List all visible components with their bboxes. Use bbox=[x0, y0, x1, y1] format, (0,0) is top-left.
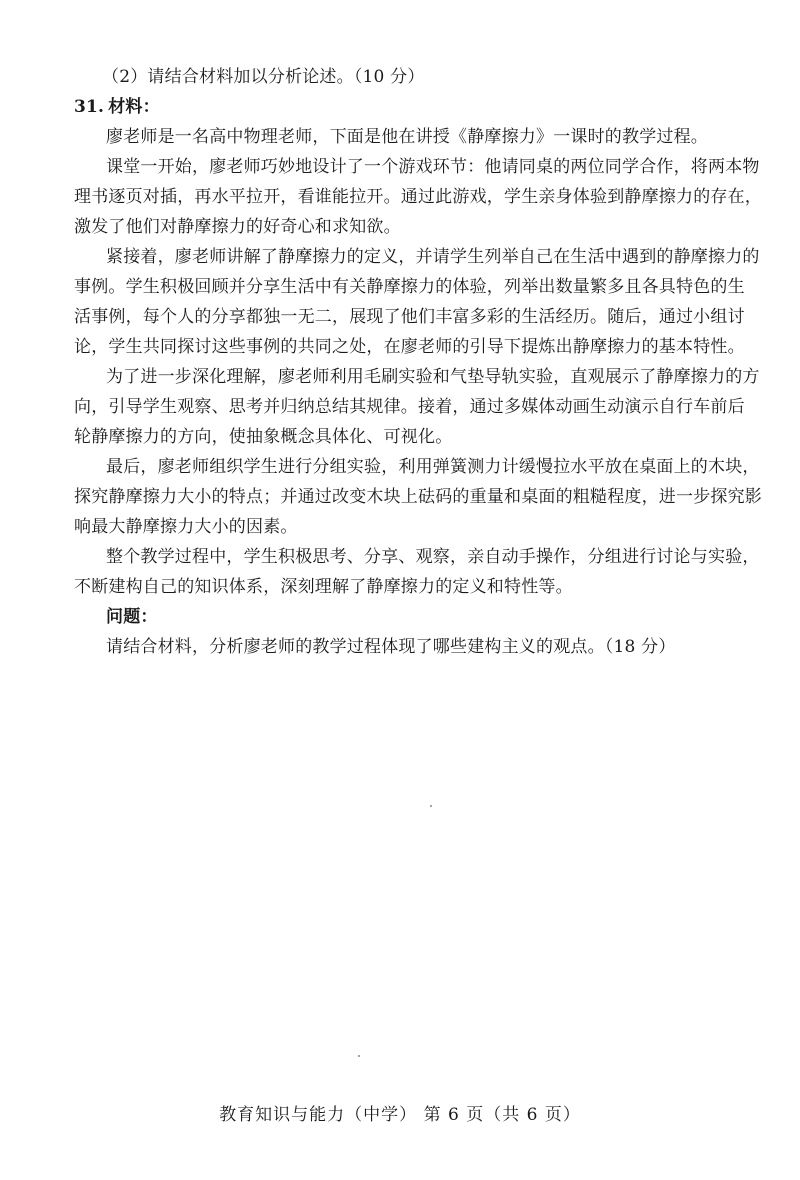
page-content bbox=[74, 62, 774, 662]
question-text: 请结合材料，分析廖老师的教学过程体现了哪些建构主义的观点。（18 分） bbox=[106, 637, 676, 657]
paragraph-line: 活事例，每个人的分享都独一无二，展现了他们丰富多彩的生活经历。随后，通过小组讨 bbox=[74, 307, 745, 327]
paragraph-line: 响最大静摩擦力大小的因素。 bbox=[74, 517, 298, 537]
paragraph-line: 事例。学生积极回顾并分享生活中有关静摩擦力的体验，列举出数量繁多且各具特色的生 bbox=[74, 277, 745, 297]
material-label: 材料： bbox=[108, 97, 160, 117]
paragraph-line: 激发了他们对静摩擦力的好奇心和求知欲。 bbox=[74, 217, 401, 237]
question-header bbox=[74, 92, 774, 122]
sub-question: （2）请结合材料加以分析论述。（10 分） bbox=[102, 67, 425, 87]
paragraph-line: 最后，廖老师组织学生进行分组实验，利用弹簧测力计缓慢拉水平放在桌面上的木块， bbox=[106, 457, 760, 477]
scan-speck bbox=[430, 805, 432, 807]
paragraph-line: 向，引导学生观察、思考并归纳总结其规律。接着，通过多媒体动画生动演示自行车前后 bbox=[74, 397, 745, 417]
paragraph-line: 廖老师是一名高中物理老师，下面是他在讲授《静摩擦力》一课时的教学过程。 bbox=[106, 127, 708, 147]
paragraph-line: 紧接着，廖老师讲解了静摩擦力的定义，并请学生列举自己在生活中遇到的静摩擦力的 bbox=[106, 247, 760, 267]
question-label: 问题： bbox=[106, 607, 158, 627]
page-footer: 教育知识与能力（中学） 第 6 页（共 6 页） bbox=[219, 1105, 581, 1125]
paragraph-line: 理书逐页对插，再水平拉开，看谁能拉开。通过此游戏，学生亲身体验到静摩擦力的存在， bbox=[74, 187, 762, 207]
paragraph-line: 论，学生共同探讨这些事例的共同之处，在廖老师的引导下提炼出静摩擦力的基本特性。 bbox=[74, 337, 745, 357]
paragraph-line: 轮静摩擦力的方向，使抽象概念具体化、可视化。 bbox=[74, 427, 453, 447]
scan-speck bbox=[358, 1055, 360, 1057]
paragraph-line: 课堂一开始，廖老师巧妙地设计了一个游戏环节：他请同桌的两位同学合作，将两本物 bbox=[106, 157, 760, 177]
question-number: 31. bbox=[74, 97, 105, 117]
paragraph-line: 不断建构自己的知识体系，深刻理解了静摩擦力的定义和特性等。 bbox=[74, 577, 573, 597]
paragraph-line: 探究静摩擦力大小的特点；并通过改变木块上砝码的重量和桌面的粗糙程度，进一步探究影 bbox=[74, 487, 762, 507]
paragraph-line: 整个教学过程中，学生积极思考、分享、观察，亲自动手操作，分组进行讨论与实验， bbox=[106, 547, 760, 567]
paragraph-line: 为了进一步深化理解，廖老师利用毛刷实验和气垫导轨实验，直观展示了静摩擦力的方 bbox=[106, 367, 760, 387]
